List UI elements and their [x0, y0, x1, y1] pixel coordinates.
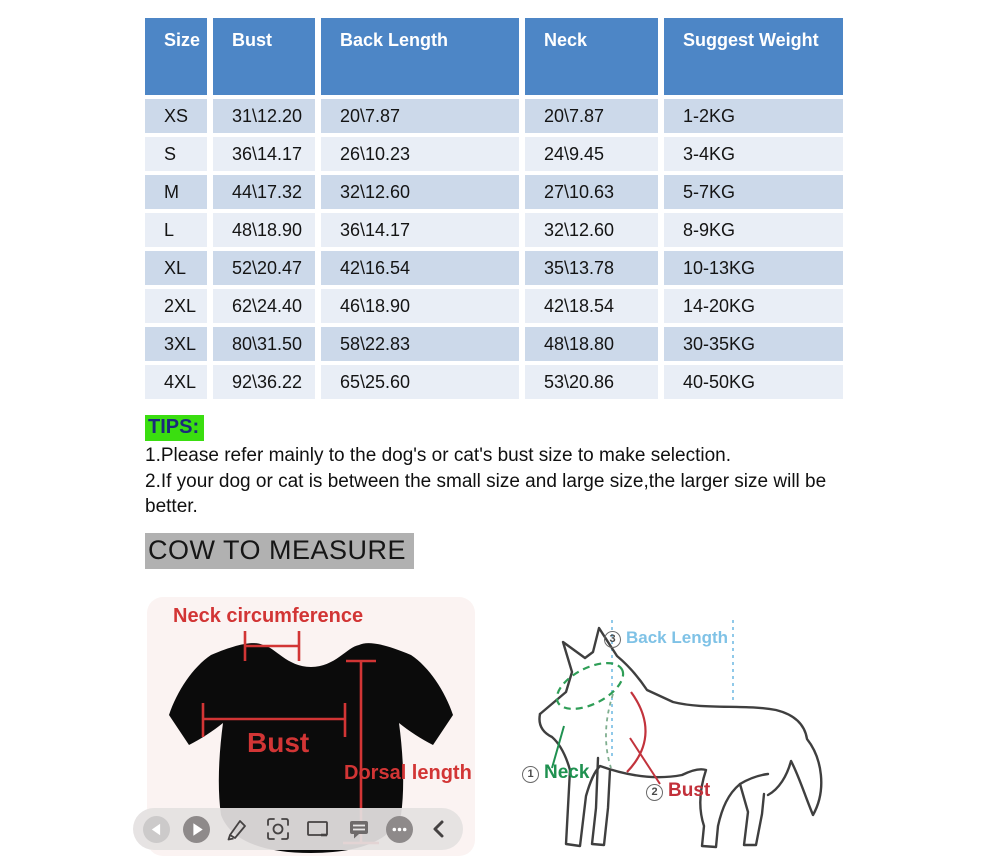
- dog-neck-label: [522, 762, 589, 784]
- cell-back-length: 58\22.83: [321, 327, 519, 361]
- table-row: [145, 213, 843, 247]
- cell-size: S: [145, 137, 207, 171]
- col-header-back-length: Back Length: [321, 18, 519, 95]
- cell-neck: 35\13.78: [525, 251, 658, 285]
- cell-size: M: [145, 175, 207, 209]
- cell-back-length: 36\14.17: [321, 213, 519, 247]
- cell-bust: 52\20.47: [213, 251, 315, 285]
- table-header-row: [145, 18, 843, 95]
- play-icon[interactable]: [183, 816, 210, 843]
- cell-neck: 53\20.86: [525, 365, 658, 399]
- cell-size: 4XL: [145, 365, 207, 399]
- dog-back-length-text: Back Length: [626, 628, 729, 647]
- col-header-suggest-weight: Suggest Weight: [664, 18, 843, 95]
- col-header-neck: Neck: [525, 18, 658, 95]
- cell-bust: 92\36.22: [213, 365, 315, 399]
- cell-back-length: 46\18.90: [321, 289, 519, 323]
- dorsal-length-label: Dorsal length: [344, 762, 472, 784]
- shirt-bust-label: Bust: [247, 727, 310, 758]
- cell-size: XL: [145, 251, 207, 285]
- dog-outline: [540, 628, 822, 847]
- cell-neck: 20\7.87: [525, 99, 658, 133]
- cell-weight: 8-9KG: [664, 213, 843, 247]
- cell-size: 2XL: [145, 289, 207, 323]
- cell-back-length: 42\16.54: [321, 251, 519, 285]
- table-row: [145, 99, 843, 133]
- cell-neck: 27\10.63: [525, 175, 658, 209]
- scan-icon[interactable]: [264, 816, 291, 843]
- cell-back-length: 32\12.60: [321, 175, 519, 209]
- dog-measure-diagram: [500, 598, 880, 858]
- cell-weight: 14-20KG: [664, 289, 843, 323]
- cell-neck: 32\12.60: [525, 213, 658, 247]
- dog-bust-label: [646, 780, 710, 802]
- back-icon[interactable]: [143, 816, 170, 843]
- cell-back-length: 20\7.87: [321, 99, 519, 133]
- frame-icon[interactable]: [305, 816, 332, 843]
- cell-weight: 10-13KG: [664, 251, 843, 285]
- tips-heading: TIPS:: [145, 415, 204, 441]
- neck-circumference-label: Neck circumference: [173, 605, 364, 627]
- dog-back-length-label: [604, 628, 728, 648]
- cell-bust: 31\12.20: [213, 99, 315, 133]
- circled-number-3: 3: [604, 631, 621, 648]
- table-row: [145, 365, 843, 399]
- table-row: [145, 327, 843, 361]
- cell-bust: 48\18.90: [213, 213, 315, 247]
- cell-bust: 36\14.17: [213, 137, 315, 171]
- bust-girth-curve: [627, 692, 646, 772]
- cell-size: L: [145, 213, 207, 247]
- cell-back-length: 65\25.60: [321, 365, 519, 399]
- more-icon[interactable]: [386, 816, 413, 843]
- cell-neck: 42\18.54: [525, 289, 658, 323]
- cell-bust: 62\24.40: [213, 289, 315, 323]
- cell-weight: 5-7KG: [664, 175, 843, 209]
- dog-bust-text: Bust: [668, 780, 711, 801]
- size-chart-table: [139, 14, 849, 403]
- how-to-measure-heading: COW TO MEASURE: [145, 533, 414, 569]
- tip-line-2: 2.If your dog or cat is between the small size and large size,the larger size will be better.: [145, 470, 827, 517]
- table-row: [145, 175, 843, 209]
- cell-bust: 80\31.50: [213, 327, 315, 361]
- col-header-size: Size: [145, 18, 207, 95]
- cell-size: 3XL: [145, 327, 207, 361]
- table-row: [145, 251, 843, 285]
- cell-neck: 24\9.45: [525, 137, 658, 171]
- circled-number-2: 2: [646, 784, 663, 801]
- comment-icon[interactable]: [345, 816, 372, 843]
- edit-icon[interactable]: [224, 816, 251, 843]
- cell-back-length: 26\10.23: [321, 137, 519, 171]
- cell-neck: 48\18.80: [525, 327, 658, 361]
- cell-weight: 30-35KG: [664, 327, 843, 361]
- tips-text: [145, 443, 867, 520]
- table-row: [145, 137, 843, 171]
- circled-number-1: 1: [522, 766, 539, 783]
- col-header-bust: Bust: [213, 18, 315, 95]
- collapse-chevron-icon[interactable]: [426, 816, 453, 843]
- cell-weight: 3-4KG: [664, 137, 843, 171]
- image-viewer-toolbar: [133, 808, 463, 850]
- cell-bust: 44\17.32: [213, 175, 315, 209]
- dog-neck-text: Neck: [544, 762, 590, 783]
- table-row: [145, 289, 843, 323]
- cell-weight: 1-2KG: [664, 99, 843, 133]
- tip-line-1: 1.Please refer mainly to the dog's or cat's bust size to make selection.: [145, 445, 731, 466]
- cell-size: XS: [145, 99, 207, 133]
- neck-girth-ellipse: [550, 654, 630, 719]
- cell-weight: 40-50KG: [664, 365, 843, 399]
